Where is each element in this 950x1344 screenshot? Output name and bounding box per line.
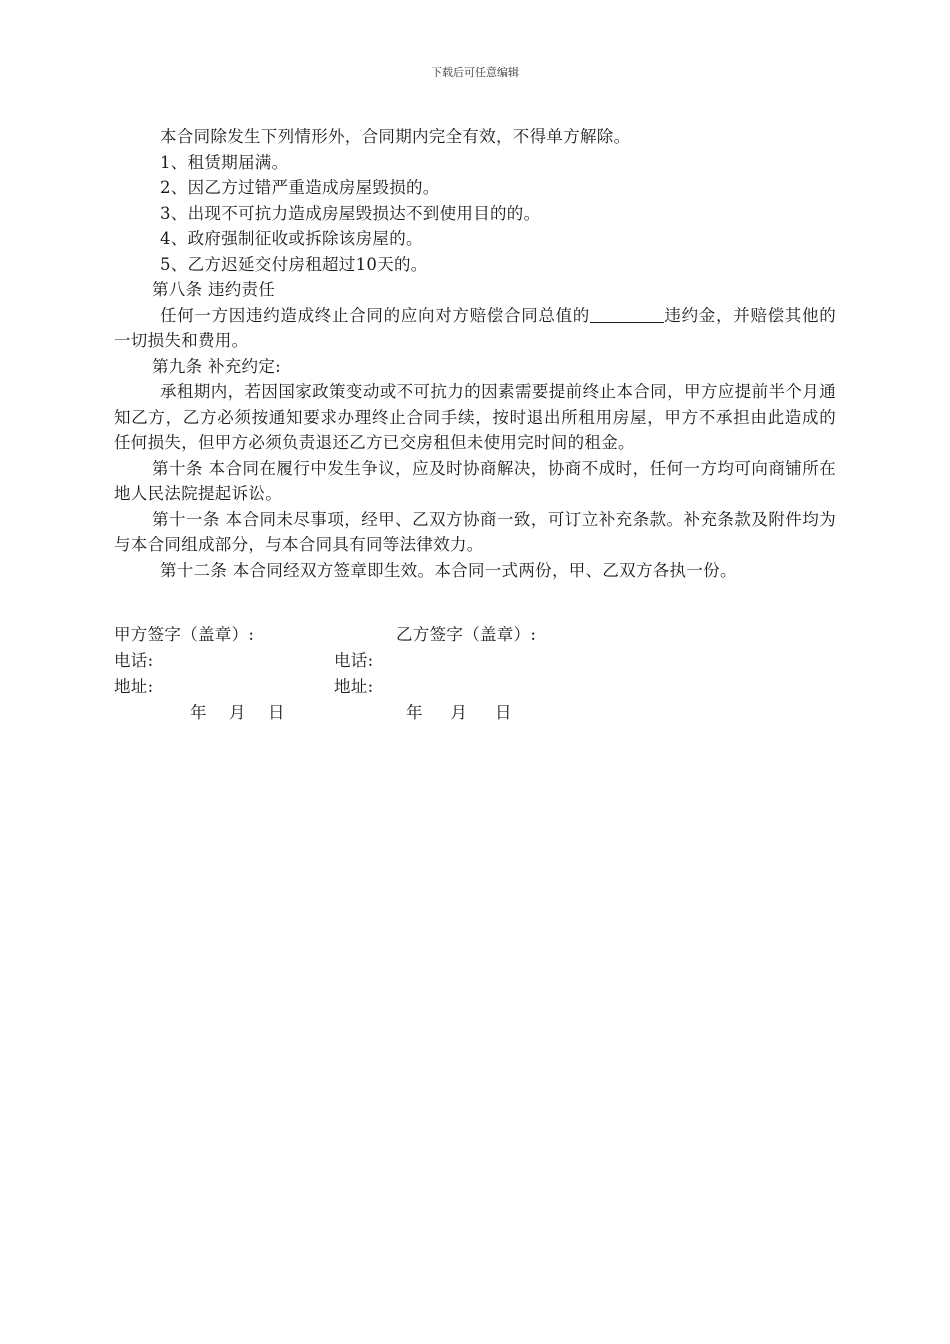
signature-block	[114, 622, 836, 726]
article-11-text: 第十一条 本合同未尽事项，经甲、乙双方协商一致，可订立补充条款。补充条款及附件均为与本合同组成部分，与本合同具有同等法律效力。	[114, 509, 836, 554]
article-9-title: 第九条 补充约定:	[152, 356, 282, 376]
article-8-title: 第八条 违约责任	[152, 280, 276, 299]
party-b-phone-label: 电话:	[334, 651, 374, 670]
party-a-phone-label: 电话:	[114, 651, 154, 670]
date-row	[114, 700, 836, 726]
penalty-blank	[590, 306, 664, 323]
party-b-signature-label: 乙方签字（盖章）:	[396, 625, 537, 644]
address-row	[114, 674, 836, 700]
article-10-text: 第十条 本合同在履行中发生争议，应及时协商解决，协商不成时，任何一方均可向商铺所在地人民法院提起诉讼。	[114, 458, 836, 503]
party-a-date: 年 月 日	[190, 703, 285, 722]
article-12-text: 第十二条 本合同经双方签章即生效。本合同一式两份，甲、乙双方各执一份。	[160, 560, 737, 580]
termination-item: 2、因乙方过错严重造成房屋毁损的。	[160, 178, 440, 197]
party-b-date: 年 月 日	[406, 703, 512, 722]
contract-body	[114, 124, 836, 583]
termination-item: 4、政府强制征收或拆除该房屋的。	[160, 229, 423, 248]
termination-item: 3、出现不可抗力造成房屋毁损达不到使用目的的。	[160, 203, 541, 223]
article-9-text: 承租期内，若因国家政策变动或不可抗力的因素需要提前终止本合同，甲方应提前半个月通知乙方，乙方必须按通知要求办理终止合同手续，按时退出所租用房屋，甲方不承担由此造成的任何损失，但甲方必须负责退还乙方已交房租但未使用完时间的租金。	[114, 382, 836, 452]
termination-item: 1、租赁期届满。	[160, 152, 289, 172]
article-8-text-after: 违约金，并赔偿其他的一切损失和费用。	[114, 305, 837, 350]
party-a-address-label: 地址:	[114, 677, 154, 696]
page-header: 下载后可任意编辑	[431, 66, 519, 79]
party-a-signature-label: 甲方签字（盖章）:	[114, 625, 255, 644]
phone-row	[114, 648, 836, 674]
article-8-text	[114, 303, 836, 354]
article-8-text-before: 任何一方因违约造成终止合同的应向对方赔偿合同总值的	[160, 305, 590, 325]
party-b-address-label: 地址:	[334, 677, 374, 696]
termination-item: 5、乙方迟延交付房租超过10天的。	[160, 254, 428, 274]
signature-row	[114, 622, 836, 648]
termination-intro: 本合同除发生下列情形外，合同期内完全有效，不得单方解除。	[160, 127, 631, 146]
